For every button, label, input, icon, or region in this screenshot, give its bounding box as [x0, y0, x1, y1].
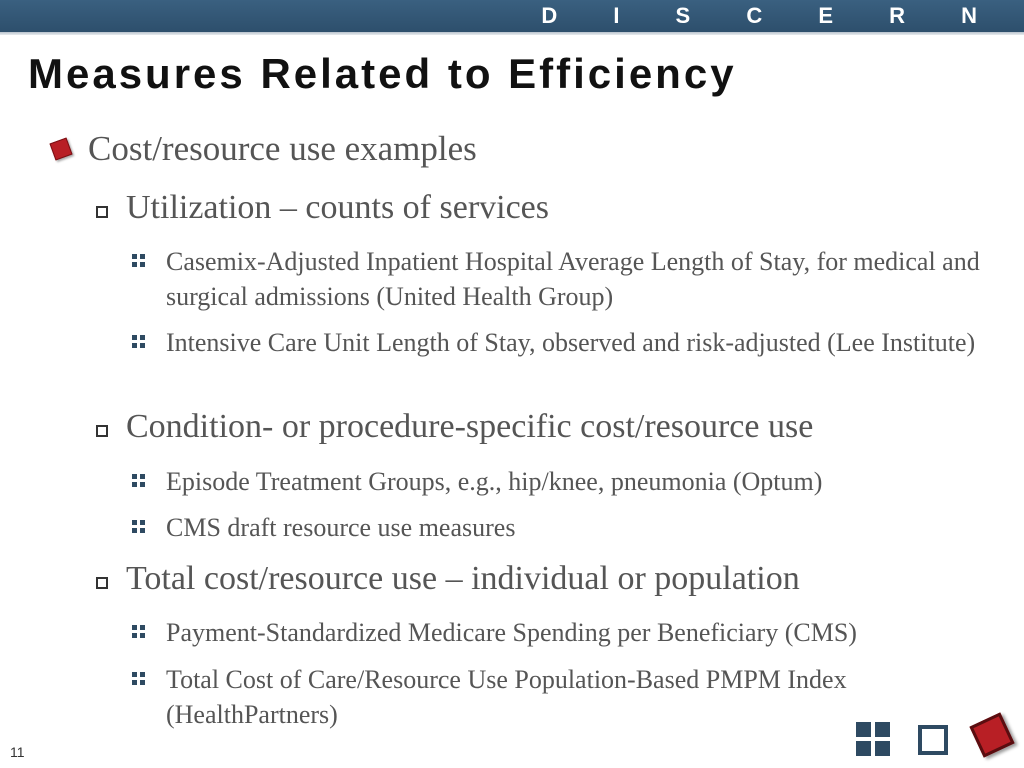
- hollow-square-bullet-icon: [96, 206, 108, 218]
- grid-bullet-icon: [132, 474, 146, 488]
- grid-bullet-icon: [132, 672, 146, 686]
- bullet-level2: Total cost/resource use – individual or population: [126, 560, 800, 597]
- red-diamond-bullet-icon: [49, 137, 72, 160]
- bullet-level3: Total Cost of Care/Resource Use Population-Based PMPM Index (HealthPartners): [166, 665, 847, 729]
- bullet-level1: Cost/resource use examples: [88, 129, 477, 168]
- hollow-square-bullet-icon: [96, 577, 108, 589]
- bullet-level2: Condition- or procedure-specific cost/resource use: [126, 408, 814, 445]
- grid-bullet-icon: [132, 625, 146, 639]
- grid-bullet-icon: [132, 520, 146, 534]
- bullet-level3: Payment-Standardized Medicare Spending per Beneficiary (CMS): [166, 618, 857, 647]
- page-title: Measures Related to Efficiency: [28, 50, 737, 97]
- slide-number: 11: [10, 744, 25, 760]
- hollow-square-icon: [918, 725, 948, 755]
- bullet-level3: Intensive Care Unit Length of Stay, observed and risk-adjusted (Lee Institute): [166, 328, 976, 357]
- brand-logo: D I S C E R N: [541, 3, 1002, 28]
- bullet-level3: Episode Treatment Groups, e.g., hip/knee, pneumonia (Optum): [166, 467, 823, 496]
- bullet-level2: Utilization – counts of services: [126, 189, 550, 226]
- four-square-grid-icon: [856, 722, 890, 756]
- bullet-level3: Casemix-Adjusted Inpatient Hospital Average Length of Stay, for medical and surgical admissions (United Health Group): [166, 247, 980, 311]
- grid-bullet-icon: [132, 335, 146, 349]
- hollow-square-bullet-icon: [96, 425, 108, 437]
- grid-bullet-icon: [132, 254, 146, 268]
- bullet-level3: CMS draft resource use measures: [166, 513, 516, 542]
